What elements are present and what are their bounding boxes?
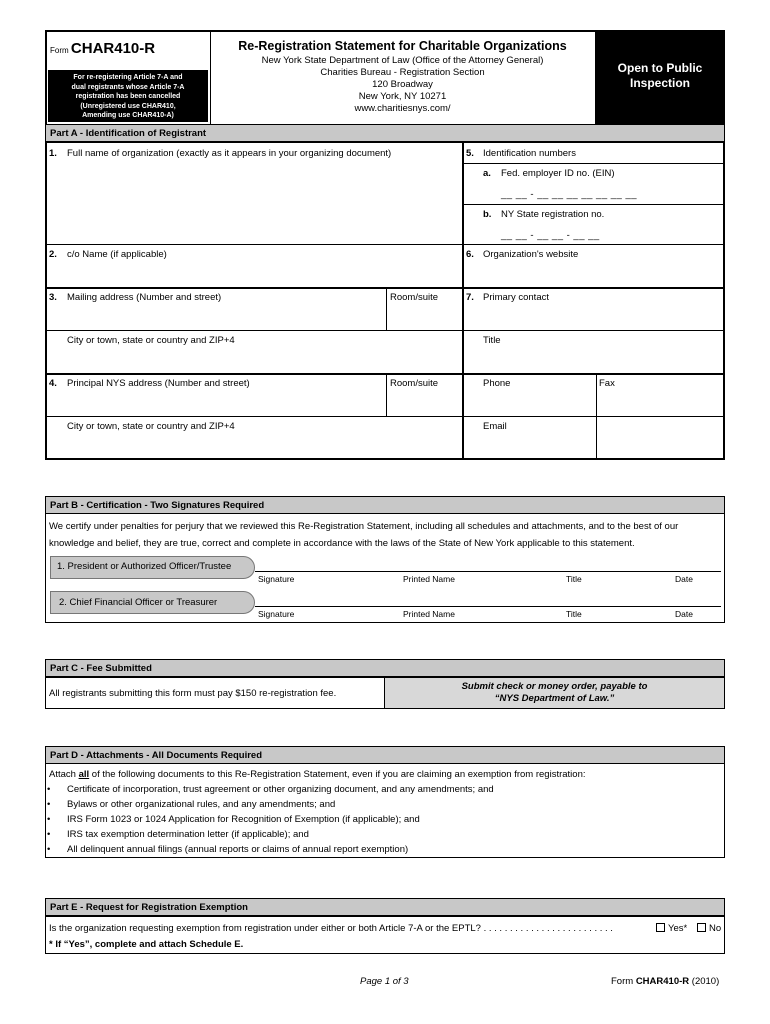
- attachments-intro: [49, 769, 586, 780]
- form-text: all: [78, 769, 90, 780]
- form-text: Certificate of incorporation, trust agreement or other organizing document, and any amendments; and: [67, 784, 494, 795]
- rule-line: [386, 288, 387, 331]
- form-text: Form: [50, 46, 69, 55]
- form-text: 7.: [466, 292, 474, 303]
- ein-label: Fed. employer ID no. (EIN): [501, 168, 615, 179]
- exemption-question: Is the organization requesting exemption from registration under either or both Article 7-A or the EPTL? . . . . . . . . . . . . . . . . . . . . . . . . .: [49, 923, 613, 934]
- list-item: •: [47, 829, 51, 840]
- mailing-address-label: Mailing address (Number and street): [67, 292, 222, 303]
- form-note: [48, 70, 208, 122]
- public-inspection-banner: [595, 30, 725, 126]
- id-numbers-label: Identification numbers: [483, 148, 576, 159]
- form-text: 4.: [49, 378, 57, 389]
- list-item: •: [47, 784, 51, 795]
- email-label: Email: [483, 421, 507, 432]
- rule-line: [596, 374, 597, 460]
- form-text: Signature: [258, 609, 295, 619]
- agency-info: [210, 55, 595, 115]
- part-b-title: Part B - Certification - Two Signatures Required: [45, 496, 725, 514]
- form-code: CHAR410-R: [70, 40, 156, 57]
- form-text: Date: [675, 574, 693, 584]
- signature-officer-tab: 1. President or Authorized Officer/Trustee: [50, 556, 255, 579]
- part-c-title: Part C - Fee Submitted: [45, 659, 725, 677]
- part-a-title: Part A - Identification of Registrant: [45, 124, 725, 142]
- rule-line: [47, 244, 724, 245]
- fee-text: All registrants submitting this form must pay $150 re-registration fee.: [49, 688, 337, 699]
- form-text: All delinquent annual filings (annual reports or claims of annual report exemption): [67, 844, 409, 855]
- form-text: 5.: [466, 148, 474, 159]
- list-item: •: [47, 844, 51, 855]
- nys-address-label: Principal NYS address (Number and street): [67, 378, 250, 389]
- form-text: 120 Broadway: [372, 79, 433, 90]
- page-number: Page 1 of 3: [360, 976, 409, 987]
- rule-line: [462, 204, 724, 205]
- form-text: Form: [611, 976, 636, 987]
- rule-line: [462, 163, 724, 164]
- room-suite-label: Room/suite: [390, 292, 439, 303]
- form-text: Open to Public: [617, 61, 703, 75]
- signature-cfo-tab: 2. Chief Financial Officer or Treasurer: [50, 591, 255, 614]
- form-text: 2.: [49, 249, 57, 260]
- form-text: Signature: [258, 574, 295, 584]
- yes-checkbox[interactable]: [656, 923, 665, 932]
- form-label: [50, 40, 155, 57]
- part-d-title: Part D - Attachments - All Documents Required: [45, 746, 725, 764]
- form-text: Attach: [49, 769, 79, 780]
- form-text: Printed Name: [403, 574, 455, 584]
- form-text: 3.: [49, 292, 57, 303]
- form-text: Amending use CHAR410-A): [82, 112, 174, 119]
- primary-contact-label: Primary contact: [483, 292, 549, 303]
- form-text: (Unregistered use CHAR410,: [80, 102, 176, 110]
- list-item: •: [47, 799, 51, 810]
- form-text: Charities Bureau - Registration Section: [320, 67, 485, 78]
- list-item: •: [47, 814, 51, 825]
- form-text: knowledge and belief, they are true, correct and complete in accordance with the laws of the State of New York applicable to this statement.: [49, 538, 635, 549]
- form-text: Title: [566, 609, 582, 619]
- nys-reg-label: NY State registration no.: [501, 209, 605, 220]
- no-label: No: [709, 923, 722, 934]
- form-text: New York, NY 10271: [358, 91, 447, 102]
- form-text: dual registrants whose Article 7-A: [71, 83, 185, 91]
- room-suite-label-2: Room/suite: [390, 378, 439, 389]
- certification-text: We certify under penalties for perjury that we reviewed this Re-Registration Statement, including all schedules and attachments, and to the best of our: [49, 521, 679, 532]
- rule-line: [386, 374, 387, 417]
- form-title: Re-Registration Statement for Charitable Organizations: [238, 39, 567, 53]
- nys-reg-field[interactable]: __ __ - __ __ - __ __: [501, 230, 600, 241]
- form-text: a.: [483, 168, 491, 179]
- form-text: b.: [483, 209, 492, 220]
- form-text: Bylaws or other organizational rules, and any amendments; and: [67, 799, 336, 810]
- city-label-2: City or town, state or country and ZIP+4: [67, 421, 235, 432]
- form-text: Date: [675, 609, 693, 619]
- form-text: For re-registering Article 7-A and: [73, 74, 183, 81]
- form-text: www.charitiesnys.com/: [354, 103, 451, 114]
- payment-note: [384, 678, 724, 708]
- form-text: IRS tax exemption determination letter (if applicable); and: [67, 829, 309, 840]
- phone-label: Phone: [483, 378, 511, 389]
- rule-line: [462, 143, 464, 459]
- form-text: Title: [566, 574, 582, 584]
- part-e-title: Part E - Request for Registration Exemption: [45, 898, 725, 916]
- schedule-e-note: * If “Yes”, complete and attach Schedule E.: [49, 939, 244, 950]
- form-text: IRS Form 1023 or 1024 Application for Recognition of Exemption (if applicable); and: [67, 814, 420, 825]
- footer-form-id: [611, 976, 719, 987]
- org-name-field[interactable]: [48, 162, 460, 242]
- org-name-label: Full name of organization (exactly as it appears in your organizing document): [67, 148, 392, 159]
- form-text: of the following documents to this Re-Registration Statement, even if you are claiming an exemption from registration:: [89, 769, 586, 780]
- form-text: New York State Department of Law (Office of the Attorney General): [261, 55, 544, 66]
- yes-label: Yes*: [668, 923, 688, 934]
- form-text: Printed Name: [403, 609, 455, 619]
- form-text: “NYS Department of Law.”: [494, 693, 615, 704]
- website-label: Organization's website: [483, 249, 579, 260]
- city-label: City or town, state or country and ZIP+4: [67, 335, 235, 346]
- no-checkbox[interactable]: [697, 923, 706, 932]
- title-label: Title: [483, 335, 501, 346]
- form-text: (2010): [689, 976, 720, 987]
- form-text: registration has been cancelled: [75, 93, 181, 100]
- signature-line-2[interactable]: [255, 606, 721, 607]
- fax-label: Fax: [599, 378, 615, 389]
- form-text: Submit check or money order, payable to: [461, 681, 648, 692]
- co-name-label: c/o Name (if applicable): [67, 249, 167, 260]
- form-text: CHAR410-R: [635, 976, 690, 987]
- form-text: 6.: [466, 249, 474, 260]
- form-text: 1.: [49, 148, 57, 159]
- signature-line-1[interactable]: [255, 571, 721, 572]
- form-text: Inspection: [629, 76, 690, 90]
- ein-field[interactable]: __ __ - __ __ __ __ __ __ __: [501, 189, 638, 200]
